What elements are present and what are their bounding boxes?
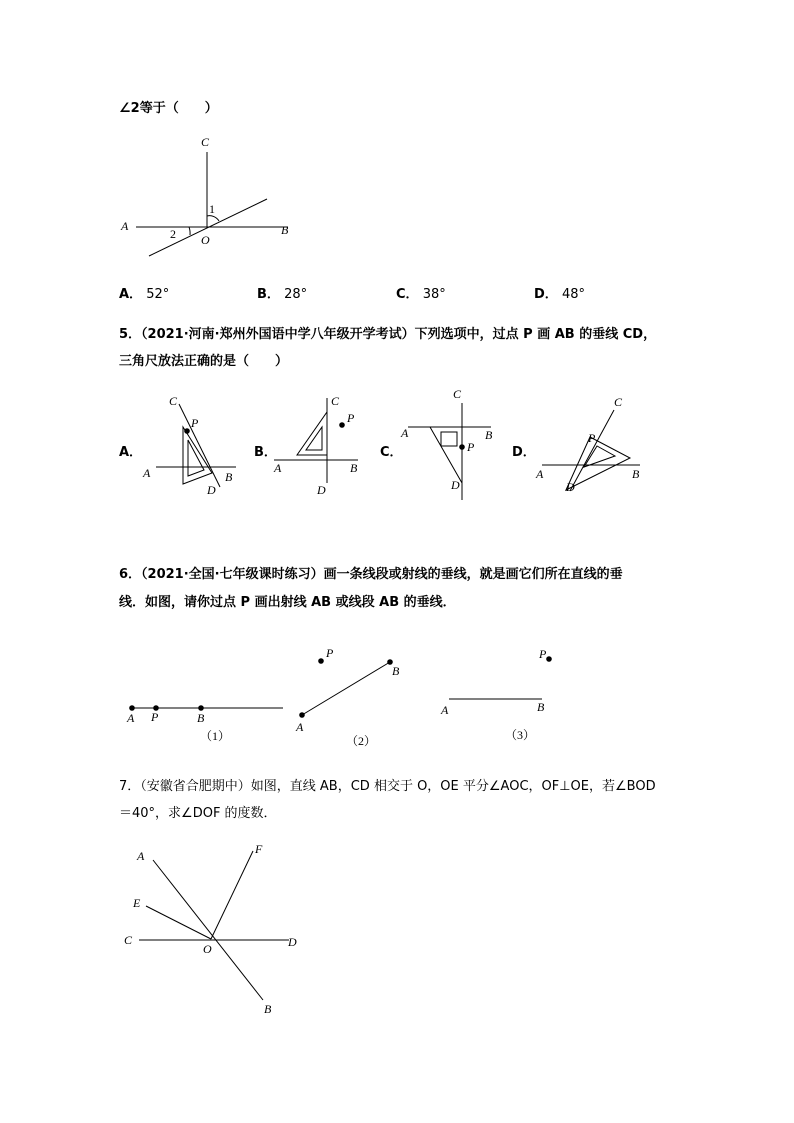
q5-option-a-letter: A． — [119, 445, 143, 460]
q6-source: （2021·全国·七年级课时练习） — [141, 567, 324, 582]
q6-fig1-label-a: A — [127, 711, 135, 725]
q5c-label-a: A — [401, 426, 409, 440]
q6-fig1-caption: （1） — [200, 729, 231, 743]
q7-label-e: E — [133, 896, 141, 910]
q5c-label-c: C — [453, 387, 462, 401]
q5a-label-a: A — [143, 466, 151, 480]
q5c-label-d: D — [451, 478, 460, 492]
q6-fig3-label-p: P — [539, 647, 547, 661]
q7-number: 7． — [119, 779, 141, 794]
q4-label-angle1: 1 — [209, 202, 215, 216]
q7-text-line1: （安徽省合肥期中）如图，直线 AB，CD 相交于 O，OE 平分∠AOC，OF⊥OE，若∠BOD — [140, 779, 656, 794]
q6-fig3-label-b: B — [537, 700, 545, 714]
q5-option-d-letter: D． — [512, 445, 536, 460]
q5-text-line1: 下列选项中，过点 P 画 AB 的垂线 CD， — [414, 327, 657, 342]
q5c-label-b: B — [485, 428, 493, 442]
q7-label-c: C — [124, 933, 133, 947]
q5-source: （2021·河南·郑州外国语中学八年级开学考试） — [141, 327, 415, 342]
q7-label-b: B — [264, 1002, 272, 1016]
q4-label-b: B — [281, 223, 289, 237]
q7-ray-oe — [146, 906, 211, 939]
q6-number: 6． — [119, 567, 142, 582]
q4-option-a-letter: A． — [119, 287, 143, 302]
q5d-label-d: D — [566, 480, 575, 494]
q6-fig3-caption: （3） — [505, 728, 536, 742]
q4-option-c-letter: C． — [396, 287, 419, 302]
q7-line-ab — [153, 860, 263, 1000]
q7-label-a: A — [137, 849, 145, 863]
q5-number: 5． — [119, 327, 142, 342]
q7-text-line2: ＝40°，求∠DOF 的度数． — [119, 806, 277, 821]
q5-option-c-letter: C． — [380, 445, 403, 460]
q4-label-o: O — [201, 233, 210, 247]
q5a-label-p: P — [191, 416, 199, 430]
q5b-label-p: P — [347, 411, 355, 425]
q7-ray-of — [211, 851, 253, 939]
q6-fig2-label-b: B — [392, 664, 400, 678]
q5c-label-p: P — [467, 440, 475, 454]
q5b-label-d: D — [317, 483, 326, 497]
q4-option-c-value: 38° — [422, 287, 446, 302]
q6-fig1-label-p: P — [151, 710, 159, 724]
q6-fig3-label-a: A — [441, 703, 449, 717]
q5d-label-a: A — [536, 467, 544, 481]
q5a-label-d: D — [207, 483, 216, 497]
q7-label-f: F — [255, 842, 263, 856]
q7-label-o: O — [203, 942, 212, 956]
q5-text-line2: 三角尺放法正确的是（ ） — [119, 354, 289, 369]
q5d-label-p: P — [588, 431, 596, 445]
q4-label-c: C — [201, 135, 210, 149]
q5b-label-c: C — [331, 394, 340, 408]
q7-label-d: D — [288, 935, 297, 949]
q4-option-d-value: 48° — [561, 287, 585, 302]
q6-fig1-label-b: B — [197, 711, 205, 725]
q6-text-line1: 画一条线段或射线的垂线，就是画它们所在直线的垂 — [323, 567, 623, 582]
q4-label-a: A — [121, 219, 129, 233]
q4-option-d-letter: D． — [534, 287, 558, 302]
q4-option-b-letter: B． — [257, 287, 280, 302]
q6-fig2-label-a: A — [296, 720, 304, 734]
q5a-label-b: B — [225, 470, 233, 484]
q4-stem-tail: ∠2等于（ ） — [119, 101, 218, 116]
q5d-label-c: C — [614, 395, 623, 409]
q4-option-a-value: 52° — [146, 287, 170, 302]
q5b-label-b: B — [350, 461, 358, 475]
q5-option-b-letter: B． — [254, 445, 277, 460]
q4-label-angle2: 2 — [170, 227, 176, 241]
q4-option-b-value: 28° — [284, 287, 308, 302]
q6-fig2-label-p: P — [326, 646, 334, 660]
q6-fig2-caption: （2） — [346, 734, 377, 748]
q5d-label-b: B — [632, 467, 640, 481]
q5a-label-c: C — [169, 394, 178, 408]
q6-text-line2: 线．如图，请你过点 P 画出射线 AB 或线段 AB 的垂线． — [119, 595, 456, 610]
q5b-label-a: A — [274, 461, 282, 475]
